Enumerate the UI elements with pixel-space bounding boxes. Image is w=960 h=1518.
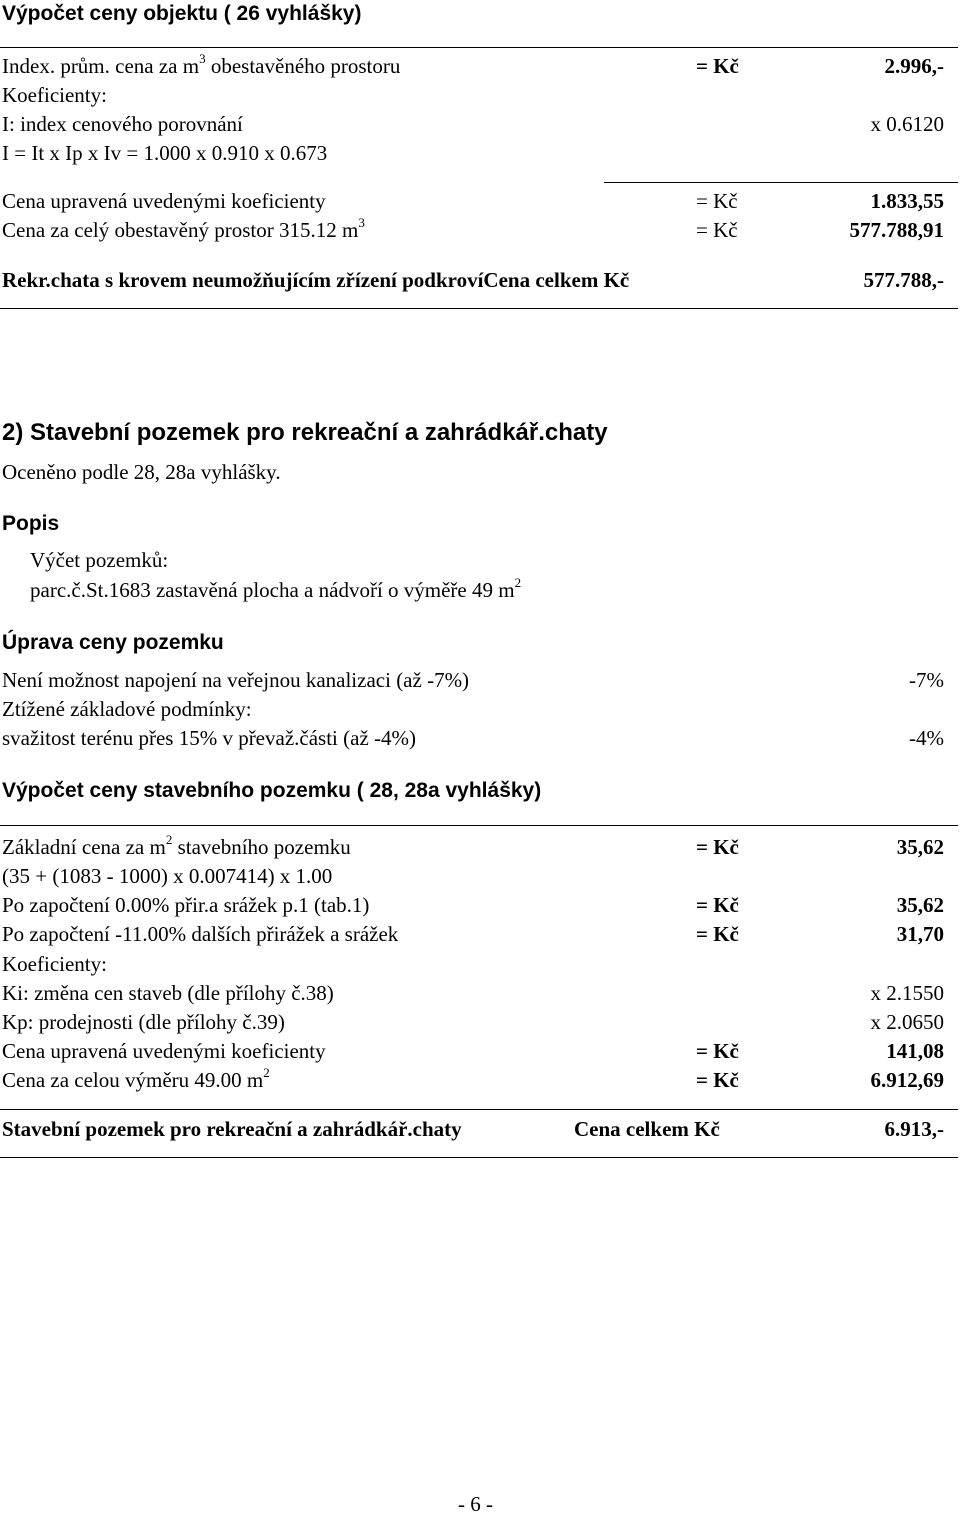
- calc-row: Po započtení -11.00% dalších přirážek a srážek: [2, 922, 399, 946]
- calc-row: Cena za celou výměru 49.00 $m^2$: [2, 1065, 270, 1092]
- row-label: I: index cenového porovnání: [2, 112, 243, 136]
- calc-value: 6.912,69: [870, 1068, 944, 1092]
- row-value: 1.833,55: [870, 189, 944, 213]
- row-value: 577.788,91: [849, 218, 944, 242]
- row-op: = Kč: [696, 189, 738, 213]
- calc-op: = Kč: [696, 922, 739, 946]
- adjust-row: Není možnost napojení na veřejnou kanalizaci (až -7%): [2, 668, 470, 692]
- adjust-row: Ztížené základové podmínky:: [2, 697, 252, 721]
- calc-row: Ki: změna cen staveb (dle přílohy č.38): [2, 981, 334, 1005]
- object-total-label: Rekr.chata s krovem neumožňujícím zřízení podkrovíCena celkem Kč: [2, 268, 630, 292]
- row-index-price: Index. prům. cena za $m^3$ obestavěného prostoru: [2, 51, 401, 78]
- divider: [0, 825, 958, 826]
- calc-row: Kp: prodejnosti (dle přílohy č.39): [2, 1010, 285, 1034]
- section-title-land: 2) Stavební pozemek pro rekreační a zahrádkář.chaty: [2, 419, 608, 446]
- land-subtitle: Oceněno podle 28, 28a vyhlášky.: [2, 460, 281, 484]
- adjust-heading: Úprava ceny pozemku: [2, 631, 224, 654]
- calc-row: (35 + (1083 - 1000) x 0.007414) x 1.00: [2, 864, 333, 888]
- row-label: I = It x Ip x Iv = 1.000 x 0.910 x 0.673: [2, 141, 328, 165]
- row-op: = Kč: [696, 54, 739, 78]
- adjust-row: svažitost terénu přes 15% v převaž.části (až -4%): [2, 726, 416, 750]
- divider: [0, 308, 958, 309]
- row-label: Cena za celý obestavěný prostor 315.12 $m^3$: [2, 215, 365, 242]
- calc-row: Základní cena za $m^2$ stavebního pozemku: [2, 832, 351, 859]
- popis-heading: Popis: [2, 512, 60, 535]
- row-value: 2.996,-: [884, 54, 944, 78]
- calc-row: Po započtení 0.00% přir.a srážek p.1 (tab.1): [2, 893, 370, 917]
- land-total-label2: Cena celkem Kč: [574, 1117, 720, 1141]
- adjust-value: -4%: [909, 726, 944, 750]
- land-total-label: Stavební pozemek pro rekreační a zahrádkář.chaty: [2, 1117, 462, 1141]
- calc-heading: Výpočet ceny stavebního pozemku ( 28, 28a vyhlášky): [2, 779, 542, 802]
- calc-value: 141,08: [886, 1039, 944, 1063]
- calc-value: x 2.0650: [870, 1010, 944, 1034]
- page-number: - 6 -: [458, 1492, 493, 1516]
- section-title-object: Výpočet ceny objektu ( 26 vyhlášky): [2, 2, 362, 25]
- calc-op: = Kč: [696, 893, 739, 917]
- row-op: = Kč: [696, 218, 738, 242]
- calc-row: Koeficienty:: [2, 952, 107, 976]
- row-label: Koeficienty:: [2, 83, 107, 107]
- calc-value: 35,62: [896, 835, 944, 859]
- adjust-value: -7%: [909, 668, 944, 692]
- divider: [0, 1109, 958, 1110]
- parcel-text: parc.č.St.1683 zastavěná plocha a nádvoří o výměře 49 $m^2$: [30, 575, 522, 602]
- divider: [0, 1157, 958, 1158]
- row-label: Cena upravená uvedenými koeficienty: [2, 189, 326, 213]
- calc-value: x 2.1550: [870, 981, 944, 1005]
- row-value: x 0.6120: [870, 112, 944, 136]
- divider: [0, 47, 958, 48]
- calc-value: 35,62: [896, 893, 944, 917]
- calc-op: = Kč: [696, 835, 739, 859]
- calc-row: Cena upravená uvedenými koeficienty: [2, 1039, 326, 1063]
- calc-op: = Kč: [696, 1039, 739, 1063]
- object-total-value: 577.788,-: [863, 268, 944, 292]
- list-heading: Výčet pozemků:: [30, 548, 169, 572]
- calc-op: = Kč: [696, 1068, 739, 1092]
- land-total-value: 6.913,-: [884, 1117, 944, 1141]
- divider: [604, 182, 958, 183]
- calc-value: 31,70: [896, 922, 944, 946]
